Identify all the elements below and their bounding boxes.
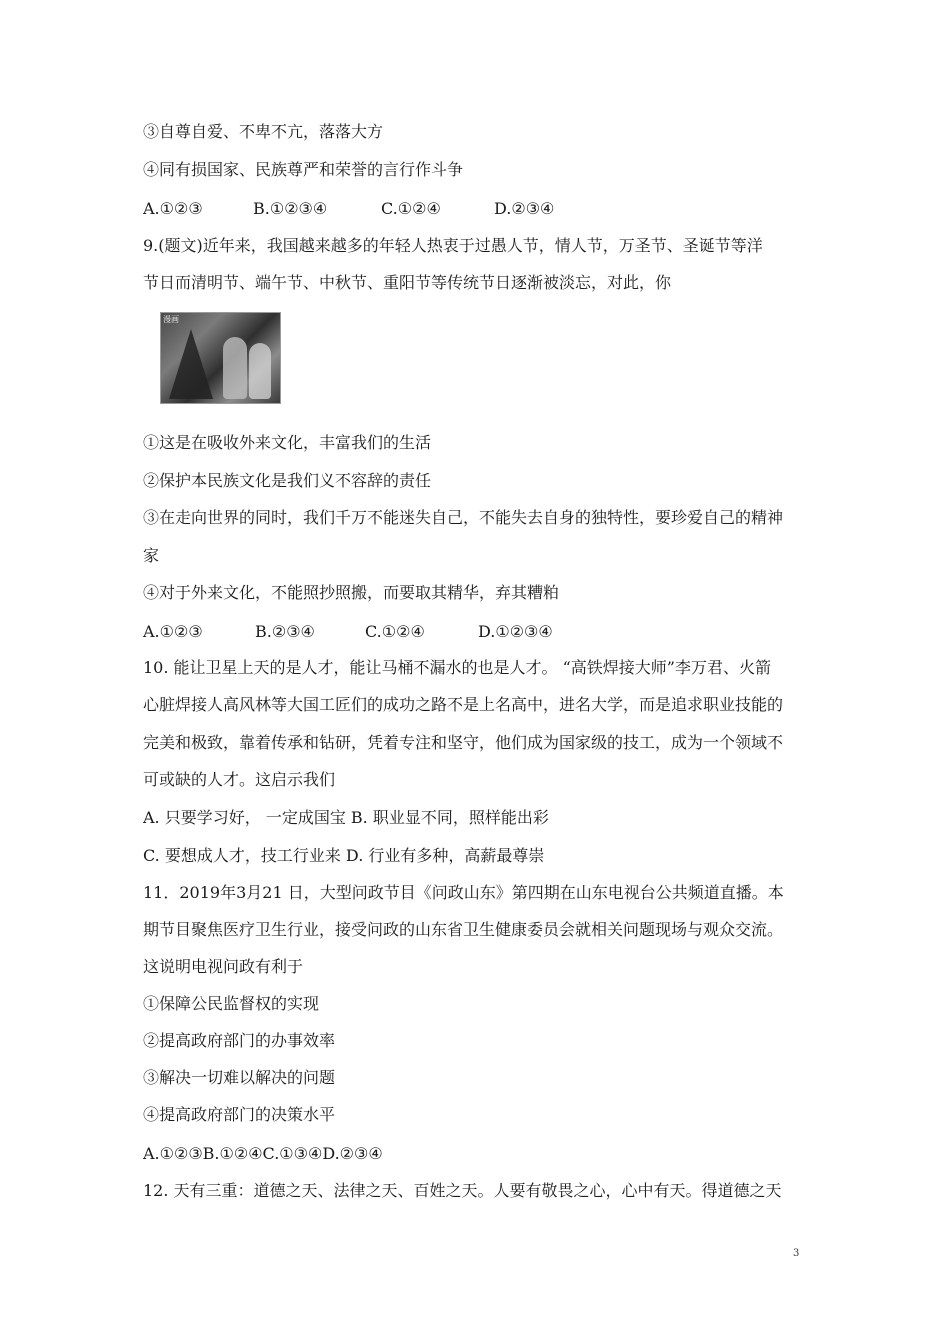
option-line: ④对于外来文化，不能照抄照搬，而要取其精华，弃其糟粕	[143, 583, 560, 602]
option-line: ③解决一切难以解决的问题	[143, 1068, 336, 1087]
choice-d: D.①②③④	[478, 622, 553, 641]
question-11-cont: 这说明电视问政有利于	[143, 957, 304, 976]
choice-b: B.①②③④	[253, 199, 328, 218]
choice-a: A.①②③	[143, 199, 203, 218]
answer-choices-q11: A.①②③B.①②④C.①③④D.②③④	[143, 1144, 383, 1163]
christmas-tree-shape	[169, 329, 213, 399]
image-caption: 漫画	[163, 315, 179, 324]
cartoon-image	[160, 312, 281, 404]
answer-choices-q10: A. 只要学习好， 一定成国宝 B. 职业显不同，照样能出彩	[143, 808, 549, 827]
question-11-cont: 期节目聚焦医疗卫生行业，接受问政的山东省卫生健康委员会就相关问题现场与观众交流。	[143, 920, 784, 939]
question-10-cont: 可或缺的人才。这启示我们	[143, 770, 336, 789]
question-9-cont: 节日而清明节、端午节、中秋节、重阳节等传统节日逐渐被淡忘，对此，你	[143, 273, 672, 292]
answer-choices-q9	[143, 622, 553, 642]
option-line: ②保护本民族文化是我们义不容辞的责任	[143, 471, 432, 490]
choice-d: D.②③④	[494, 199, 555, 218]
page-number: 3	[793, 1248, 800, 1259]
question-10-cont: 完美和极致，靠着传承和钻研，凭着专注和坚守，他们成为国家级的技工，成为一个领域不	[143, 733, 784, 752]
option-line-cont: 家	[143, 546, 160, 565]
choice-c: C.①②④	[381, 199, 441, 218]
option-line: ④同有损国家、民族尊严和荣誉的言行作斗争	[143, 160, 464, 179]
figure-shape	[249, 343, 271, 399]
question-11: 11．2019年3月21 日，大型问政节目《问政山东》第四期在山东电视台公共频道直播。本	[143, 883, 784, 902]
answer-choices-q10: C. 要想成人才，技工行业来 D. 行业有多种，高薪最尊崇	[143, 846, 545, 865]
option-line: ③在走向世界的同时，我们千万不能迷失自己，不能失去自身的独特性，要珍爱自己的精神	[143, 508, 784, 527]
question-9: 9.(题文)近年来，我国越来越多的年轻人热衷于过愚人节，情人节，万圣节、圣诞节等洋	[143, 236, 763, 255]
choice-a: A.①②③	[143, 622, 203, 641]
question-10-cont: 心脏焊接人高风林等大国工匠们的成功之路不是上名高中，进名大学，而是追求职业技能的	[143, 695, 784, 714]
option-line: ②提高政府部门的办事效率	[143, 1031, 336, 1050]
figure-shape	[223, 337, 247, 399]
option-line: ④提高政府部门的决策水平	[143, 1105, 336, 1124]
question-12: 12. 天有三重：道德之天、法律之天、百姓之天。人要有敬畏之心，心中有天。得道德之天	[143, 1181, 782, 1200]
choice-c: C.①②④	[365, 622, 425, 641]
option-line: ①保障公民监督权的实现	[143, 994, 320, 1013]
option-line: ①这是在吸收外来文化，丰富我们的生活	[143, 433, 432, 452]
question-10: 10. 能让卫星上天的是人才，能让马桶不漏水的也是人才。 “高铁焊接大师”李万君、火箭	[143, 658, 771, 677]
choice-b: B.②③④	[255, 622, 315, 641]
option-line: ③自尊自爱、不卑不亢，落落大方	[143, 122, 384, 141]
answer-choices-q8	[143, 199, 554, 219]
